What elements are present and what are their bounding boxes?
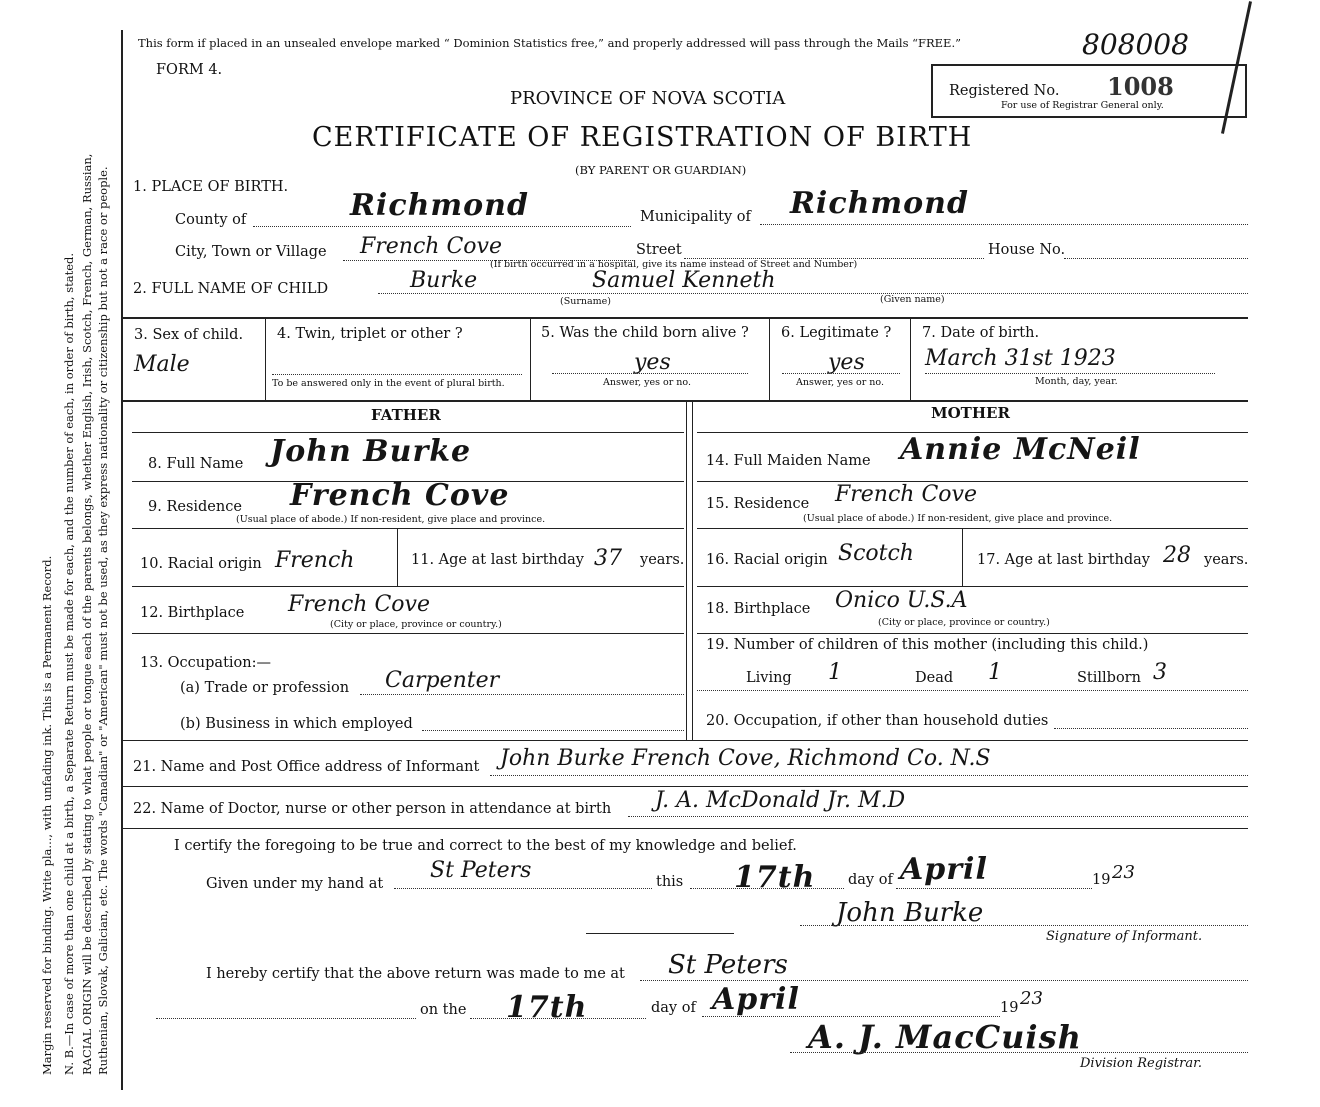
registrar-text: I hereby certify that the above return was made to me at [206, 966, 625, 982]
municipality-value: Richmond [790, 186, 969, 221]
house-label: House No. [988, 242, 1066, 258]
mother-heading: MOTHER [931, 404, 1010, 422]
registered-value: 1008 [1107, 72, 1174, 101]
county-value: Richmond [350, 188, 529, 223]
hospital-note: (If birth occurred in a hospital, give its name instead of Street and Number) [490, 259, 858, 270]
registrar-onthe-label: on the [420, 1002, 467, 1018]
informant-line [490, 775, 1248, 776]
father-race-divider [397, 529, 398, 586]
father-res-value: French Cove [290, 478, 510, 513]
certify-text: I certify the foregoing to be true and correct to the best of my knowledge and belief. [174, 838, 797, 854]
father-bp-line [132, 633, 684, 634]
twin-label: 4. Twin, triplet or other ? [277, 326, 463, 342]
doctor-bottom-border [121, 828, 1248, 829]
father-trade-value: Carpenter [385, 668, 500, 693]
legit-value: yes [828, 350, 865, 375]
given-label: Given under my hand at [206, 876, 384, 892]
informant-sig-line [800, 925, 1248, 926]
father-name-value: John Burke [270, 434, 472, 469]
mother-res-label: 15. Residence [706, 496, 810, 512]
certify-dayof-label: day of [848, 872, 893, 888]
child-name-label: 2. FULL NAME OF CHILD [133, 281, 329, 297]
mother-race-label: 16. Racial origin [706, 552, 828, 568]
father-heading: FATHER [371, 406, 441, 424]
father-bp-value: French Cove [288, 592, 430, 617]
registrar-lead-line [156, 1018, 416, 1019]
registrar-month: April [712, 982, 800, 1017]
father-age-value: 37 [594, 546, 622, 571]
mother-stillborn-label: Stillborn [1077, 670, 1141, 686]
row3-top-border [121, 317, 1248, 319]
registered-label: Registered No. [949, 83, 1060, 99]
father-heading-line [132, 432, 684, 433]
alive-line [552, 373, 748, 374]
legit-label: 6. Legitimate ? [781, 325, 892, 341]
row3-divider-2 [530, 318, 531, 400]
legit-note: Answer, yes or no. [796, 377, 885, 388]
certify-place-line [394, 888, 652, 889]
mother-dead-value: 1 [988, 660, 1002, 685]
mother-bp-label: 18. Birthplace [706, 601, 811, 617]
mother-race-divider [962, 529, 963, 586]
registrar-year-prefix: 19 [1000, 1000, 1019, 1016]
informant-signature: John Burke [836, 898, 984, 928]
row3-divider-4 [910, 318, 911, 400]
county-label: County of [175, 212, 247, 228]
date-value: March 31st 1923 [925, 346, 1116, 371]
father-res-note: (Usual place of abode.) If non-resident, give place and province. [236, 514, 546, 525]
certify-day-line [690, 888, 844, 889]
twin-note: To be answered only in the event of plural birth. [272, 378, 505, 389]
certificate-subtitle: (BY PARENT OR GUARDIAN) [575, 163, 747, 177]
father-race-value: French [275, 548, 355, 573]
certify-day: 17th [734, 860, 816, 895]
date-label: 7. Date of birth. [922, 325, 1040, 341]
left-border [121, 30, 123, 1090]
mother-name-value: Annie McNeil [900, 432, 1141, 467]
house-line [1064, 258, 1248, 259]
parents-center-divider-a [686, 400, 687, 740]
registrar-sig-line [790, 1052, 1248, 1053]
child-surname: Burke [410, 268, 478, 293]
registrar-signature: A. J. MacCuish [808, 1018, 1082, 1056]
mother-occ-line [1054, 728, 1248, 729]
registrar-dayof-label: day of [651, 1000, 696, 1016]
mother-race-line [697, 586, 1248, 587]
mother-age-label: 17. Age at last birthday [977, 552, 1150, 568]
father-age-label: 11. Age at last birthday [411, 552, 584, 568]
father-business-line [422, 730, 684, 731]
mother-living-value: 1 [828, 660, 842, 685]
doctor-top-border [121, 786, 1248, 787]
doctor-line [628, 816, 1248, 817]
municipality-line [760, 224, 1248, 225]
registrar-place-line [640, 980, 1248, 981]
date-note: Month, day, year. [1035, 376, 1118, 387]
alive-note: Answer, yes or no. [603, 377, 692, 388]
child-given-name: Samuel Kenneth [592, 268, 776, 293]
mother-years: years. [1204, 552, 1249, 568]
margin-note-multiple-birth: N. B.—In case of more than one child at a birth, a Separate Return must be made for each, and the number of each, in order of birth, stated. [62, 252, 76, 1075]
city-label: City, Town or Village [175, 244, 327, 260]
father-trade-label: (a) Trade or profession [180, 680, 350, 696]
mother-occ-label: 20. Occupation, if other than household duties [706, 713, 1049, 729]
registrar-year-suffix: 23 [1020, 988, 1043, 1009]
father-bp-label: 12. Birthplace [140, 605, 245, 621]
registrar-sig-label: Division Registrar. [1080, 1056, 1202, 1071]
surname-note: (Surname) [560, 296, 611, 307]
certify-short-line [586, 933, 734, 934]
mother-res-value: French Cove [835, 482, 977, 507]
father-trade-line [360, 694, 684, 695]
row3-bottom-border [121, 400, 1248, 402]
registrar-month-line [702, 1016, 1000, 1017]
mother-stillborn-value: 3 [1153, 660, 1167, 685]
city-value: French Cove [360, 234, 502, 259]
mother-dead-label: Dead [915, 670, 954, 686]
municipality-label: Municipality of [640, 209, 751, 225]
mother-res-line [697, 528, 1248, 529]
margin-note-racial-origin: RACIAL ORIGIN will be described by stating to what people or tongue each of the parents belongs, whether English, Irish, Scotch, French, German, Russian, [80, 153, 94, 1075]
certify-year-prefix: 19 [1092, 872, 1111, 888]
father-bp-note: (City or place, province or country.) [330, 619, 502, 630]
father-name-label: 8. Full Name [148, 456, 244, 472]
father-years: years. [640, 552, 685, 568]
alive-label: 5. Was the child born alive ? [541, 325, 749, 341]
street-label: Street [636, 242, 682, 258]
sex-label: 3. Sex of child. [134, 327, 244, 343]
mother-living-label: Living [746, 670, 792, 686]
mother-bp-line [697, 633, 1248, 634]
mother-age-value: 28 [1163, 543, 1191, 568]
place-heading: 1. PLACE OF BIRTH. [133, 179, 289, 195]
mother-res-note: (Usual place of abode.) If non-resident, give place and province. [803, 513, 1113, 524]
given-name-note: (Given name) [880, 294, 945, 305]
registrar-day: 17th [506, 990, 588, 1025]
certify-month: April [900, 852, 988, 887]
province-heading: PROVINCE OF NOVA SCOTIA [510, 88, 786, 109]
parents-center-divider-b [692, 400, 693, 740]
certify-month-line [896, 888, 1092, 889]
mother-bp-note: (City or place, province or country.) [878, 617, 1050, 628]
certify-year-suffix: 23 [1112, 862, 1135, 883]
father-res-line [132, 528, 684, 529]
margin-note-racial-origin-2: Ruthenian, Slovak, Galician, etc. The words "Canadian" or "American" must not be used, as they express nationality or citizenship but not a race or people. [96, 166, 110, 1075]
registrar-day-line [470, 1018, 646, 1019]
mother-children-line [697, 690, 1248, 691]
registrar-note: For use of Registrar General only. [1001, 100, 1164, 111]
alive-value: yes [634, 350, 671, 375]
informant-label: 21. Name and Post Office address of Informant [133, 759, 480, 775]
father-occ-label: 13. Occupation:— [140, 655, 271, 671]
mother-children-label: 19. Number of children of this mother (including this child.) [706, 637, 1149, 653]
mother-race-value: Scotch [838, 541, 914, 566]
certify-place: St Peters [430, 858, 532, 883]
father-res-label: 9. Residence [148, 499, 242, 515]
doctor-value: J. A. McDonald Jr. M.D [655, 788, 906, 813]
father-race-line [132, 586, 684, 587]
date-line [925, 373, 1215, 374]
sex-value: Male [134, 352, 190, 377]
twin-line [272, 374, 522, 375]
father-race-label: 10. Racial origin [140, 556, 262, 572]
county-line [253, 226, 631, 227]
father-business-label: (b) Business in which employed [180, 716, 413, 732]
informant-value: John Burke French Cove, Richmond Co. N.S [500, 746, 991, 771]
child-name-line [378, 293, 1248, 294]
certify-this-label: this [656, 874, 684, 890]
informant-sig-label: Signature of Informant. [1046, 929, 1203, 944]
row3-divider-1 [265, 318, 266, 400]
registered-box [931, 64, 1247, 118]
mother-bp-value: Onico U.S.A [835, 588, 968, 613]
certificate-title: CERTIFICATE OF REGISTRATION OF BIRTH [312, 122, 973, 153]
form-number: FORM 4. [156, 62, 223, 78]
doctor-label: 22. Name of Doctor, nurse or other person in attendance at birth [133, 801, 612, 817]
margin-note-binding: Margin reserved for binding. Write pla..., with unfading ink. This is a Permanent Record. [40, 555, 54, 1075]
row3-divider-3 [769, 318, 770, 400]
mail-note: This form if placed in an unsealed envelope marked “ Dominion Statistics free,” and properly addressed will pass through the Mails “FREE.” [138, 36, 961, 50]
handwritten-number: 808008 [1082, 28, 1189, 61]
mother-name-label: 14. Full Maiden Name [706, 453, 871, 469]
informant-top-border [121, 740, 1248, 741]
legit-line [782, 373, 900, 374]
registrar-place: St Peters [668, 950, 788, 980]
